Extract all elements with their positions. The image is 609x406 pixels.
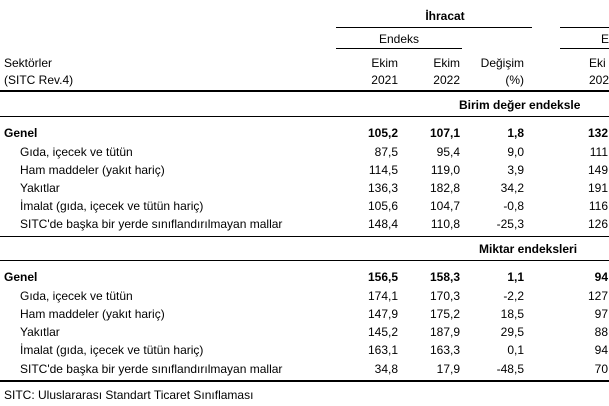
col4-month: Eki: [589, 56, 606, 70]
cell-right-partial: 191: [587, 181, 608, 195]
sector-label: Sektörler: [4, 56, 53, 70]
cell-oct-2022: 187,9: [429, 325, 460, 339]
section2-top-rule: [0, 236, 609, 237]
index-label-right: E: [601, 32, 609, 46]
section1-rule: [0, 116, 609, 117]
cell-right-partial: 149: [587, 163, 608, 177]
cell-oct-2022: 170,3: [429, 289, 460, 303]
col2-year: 2022: [433, 73, 460, 87]
cell-oct-2021: 87,5: [374, 145, 398, 159]
col2-month: Ekim: [433, 56, 460, 70]
cell-right-partial: 97: [594, 307, 608, 321]
cell-change: -2,2: [503, 289, 524, 303]
cell-right-partial: 70: [594, 362, 608, 376]
section-title-quantity: Miktar endeksleri: [479, 242, 578, 256]
index-underline-right: [560, 48, 609, 49]
cell-oct-2021: 34,8: [374, 362, 398, 376]
cell-change: 29,5: [500, 325, 524, 339]
export-underline: [336, 27, 532, 28]
row-label: Yakıtlar: [20, 325, 60, 339]
index-label: Endeks: [378, 32, 420, 46]
change-unit: (%): [505, 73, 524, 87]
export-underline-right: [560, 27, 609, 28]
row-label: Yakıtlar: [20, 181, 60, 195]
cell-right-partial: 111: [589, 145, 608, 159]
cell-right-partial: 88: [594, 325, 608, 339]
section-title-unit-value: Birim değer endeksle: [459, 98, 581, 112]
cell-right-partial: 132: [587, 126, 608, 140]
row-label: SITC'de başka bir yerde sınıflandırılmayan mallar: [20, 217, 283, 231]
cell-oct-2022: 95,4: [436, 145, 460, 159]
index-underline: [336, 48, 462, 49]
col1-year: 2021: [371, 73, 398, 87]
cell-oct-2021: 147,9: [367, 307, 398, 321]
cell-right-partial: 127: [587, 289, 608, 303]
cell-oct-2021: 105,2: [367, 126, 398, 140]
cell-oct-2022: 175,2: [429, 307, 460, 321]
cell-change: 3,9: [507, 163, 524, 177]
section2-rule: [0, 260, 609, 261]
cell-oct-2022: 158,3: [429, 270, 460, 284]
cell-oct-2022: 182,8: [429, 181, 460, 195]
cell-oct-2022: 104,7: [429, 199, 460, 213]
cell-oct-2021: 156,5: [367, 270, 398, 284]
cell-oct-2022: 163,3: [429, 343, 460, 357]
cell-right-partial: 126: [587, 217, 608, 231]
cell-right-partial: 94: [594, 270, 608, 284]
row-label: Gıda, içecek ve tütün: [20, 145, 133, 159]
cell-oct-2021: 145,2: [367, 325, 398, 339]
row-label: Genel: [4, 126, 38, 140]
change-label: Değişim: [480, 56, 524, 70]
cell-oct-2022: 107,1: [429, 126, 460, 140]
export-title: İhracat: [425, 9, 465, 23]
cell-change: 18,5: [500, 307, 524, 321]
cell-oct-2021: 136,3: [367, 181, 398, 195]
header-bottom-rule: [0, 90, 609, 92]
cell-oct-2021: 163,1: [367, 343, 398, 357]
cell-oct-2022: 119,0: [430, 163, 460, 177]
cell-oct-2021: 105,6: [367, 199, 398, 213]
cell-change: 1,8: [507, 126, 524, 140]
cell-change: 1,1: [507, 270, 524, 284]
cell-change: -25,3: [496, 217, 524, 231]
row-label: SITC'de başka bir yerde sınıflandırılmayan mallar: [20, 362, 283, 376]
cell-oct-2022: 17,9: [436, 362, 460, 376]
cell-oct-2021: 174,1: [367, 289, 398, 303]
cell-change: -0,8: [503, 199, 524, 213]
col4-year: 202: [589, 73, 609, 87]
cell-right-partial: 94: [594, 343, 608, 357]
cell-change: -48,5: [496, 362, 524, 376]
cell-oct-2021: 148,4: [367, 217, 398, 231]
row-label: İmalat (gıda, içecek ve tütün hariç): [20, 343, 204, 357]
cell-change: 9,0: [507, 145, 524, 159]
row-label: Ham maddeler (yakıt hariç): [20, 163, 165, 177]
table-bottom-rule: [0, 380, 609, 382]
cell-right-partial: 116: [588, 199, 608, 213]
footnote: SITC: Uluslararası Standart Ticaret Sınıflaması: [4, 388, 254, 402]
row-label: İmalat (gıda, içecek ve tütün hariç): [20, 199, 204, 213]
row-label: Gıda, içecek ve tütün: [20, 289, 133, 303]
col1-month: Ekim: [371, 56, 398, 70]
sitc-label: (SITC Rev.4): [4, 73, 74, 87]
cell-change: 34,2: [500, 181, 524, 195]
cell-change: 0,1: [507, 343, 524, 357]
row-label: Genel: [4, 270, 38, 284]
row-label: Ham maddeler (yakıt hariç): [20, 307, 165, 321]
cell-oct-2021: 114,5: [368, 163, 398, 177]
cell-oct-2022: 110,8: [430, 217, 460, 231]
